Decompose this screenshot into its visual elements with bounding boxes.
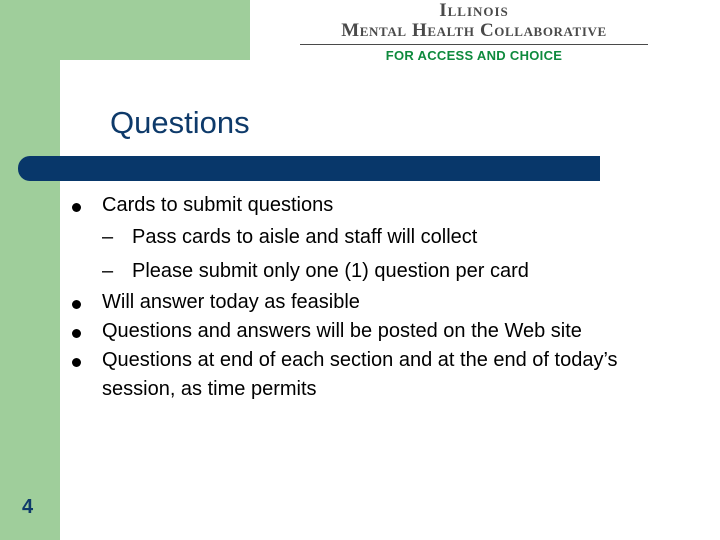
sub-bullet-item (72, 220, 692, 254)
bullet-text: Cards to submit questions (102, 194, 334, 216)
bullet-item (72, 346, 692, 404)
logo-line-1: Illinois (439, 0, 509, 21)
sub-bullet-text: Pass cards to aisle and staff will collect (132, 226, 478, 248)
logo-line-2: Mental Health Collaborative (300, 20, 648, 45)
bullet-item (72, 317, 692, 346)
bullet-dot-icon (72, 300, 81, 309)
left-decor-bar (0, 0, 60, 540)
bullet-item (72, 191, 692, 220)
dash-icon: – (102, 260, 114, 282)
bullet-dot-icon (72, 358, 81, 367)
bullet-text: Will answer today as feasible (102, 291, 360, 313)
slide-title: Questions (110, 105, 250, 140)
sub-bullet-item (72, 254, 692, 288)
dash-icon: – (102, 226, 114, 248)
page-number: 4 (22, 496, 34, 518)
bullet-list (72, 191, 692, 404)
bullet-dot-icon (72, 329, 81, 338)
bullet-text: Questions at end of each section and at the end of today’s session, as time permits (102, 349, 618, 400)
collaborative-logo (300, 2, 648, 64)
logo-line-3: FOR ACCESS AND CHOICE (385, 48, 563, 63)
bullet-item (72, 288, 692, 317)
bullet-dot-icon (72, 203, 81, 212)
top-decor-bar (0, 0, 250, 60)
title-rule (18, 156, 600, 181)
bullet-text: Questions and answers will be posted on the Web site (102, 320, 582, 342)
sub-bullet-text: Please submit only one (1) question per card (132, 260, 529, 282)
